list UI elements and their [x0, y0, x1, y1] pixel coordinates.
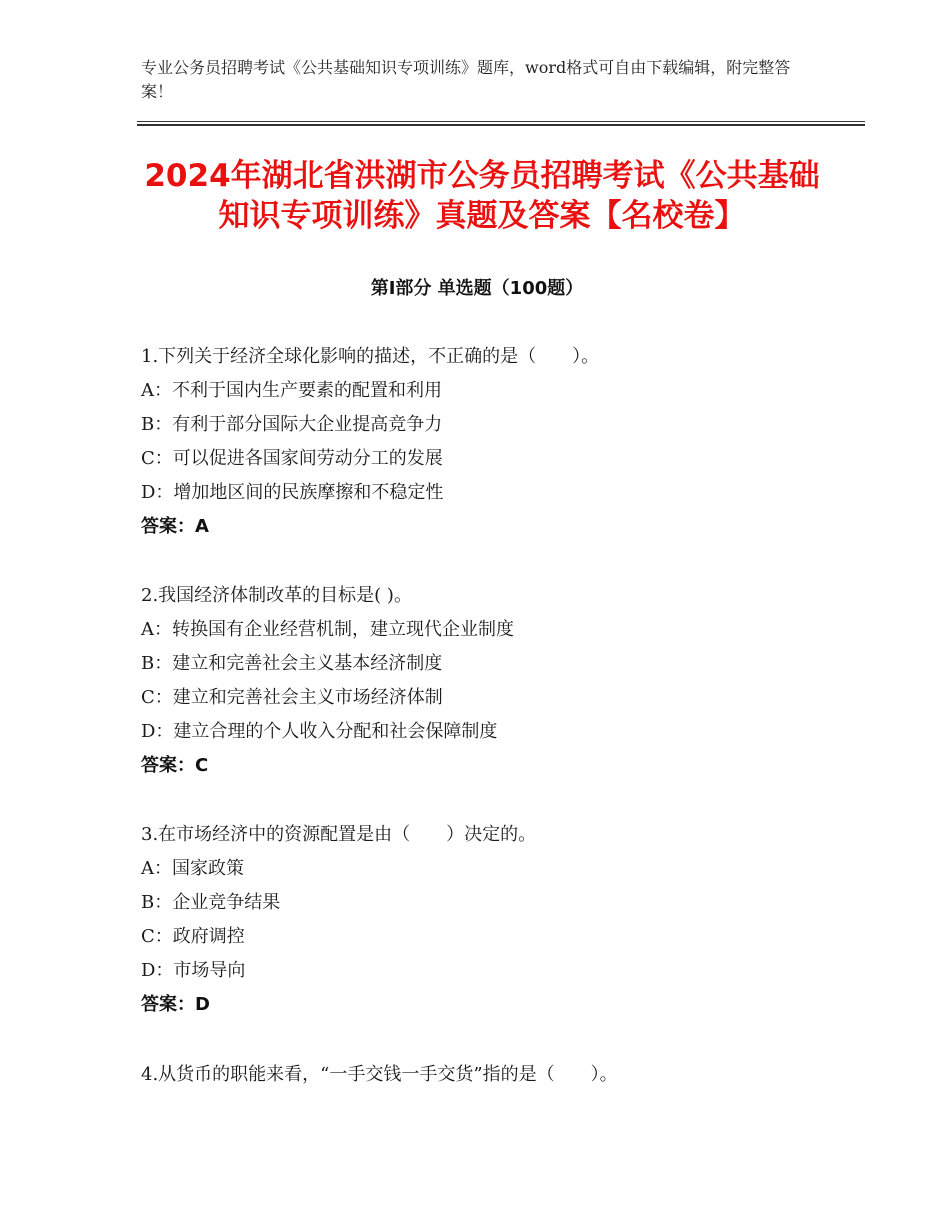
option-b: B：企业竞争结果: [141, 892, 281, 913]
option-c: C：可以促进各国家间劳动分工的发展: [141, 448, 443, 469]
option-a: A：不利于国内生产要素的配置和利用: [141, 380, 442, 401]
option-d: D：市场导向: [141, 960, 246, 981]
answer-line: 答案：C: [141, 755, 209, 776]
document-title: 2024年湖北省洪湖市公务员招聘考试《公共基础知识专项训练》真题及答案【名校卷】: [144, 158, 820, 234]
option-c: C：建立和完善社会主义市场经济体制: [141, 687, 443, 708]
question-block: [141, 579, 841, 783]
header-note: 专业公务员招聘考试《公共基础知识专项训练》题库，word格式可自由下载编辑，附完整答案！: [141, 58, 791, 101]
header-divider-thin: [137, 121, 865, 122]
header-divider-thick: [137, 124, 865, 126]
question-block: [141, 818, 841, 1022]
question-stem: 1.下列关于经济全球化影响的描述，不正确的是（ ）。: [141, 346, 600, 367]
question-stem: 3.在市场经济中的资源配置是由（ ）决定的。: [141, 824, 537, 845]
answer-line: 答案：A: [141, 516, 209, 537]
question-block: [141, 1058, 841, 1092]
option-c: C：政府调控: [141, 926, 245, 947]
option-b: B：建立和完善社会主义基本经济制度: [141, 653, 443, 674]
question-block: [141, 340, 841, 544]
option-a: A：转换国有企业经营机制，建立现代企业制度: [141, 619, 514, 640]
option-d: D：增加地区间的民族摩擦和不稳定性: [141, 482, 444, 503]
section-heading: 第Ⅰ部分 单选题（100题）: [370, 278, 584, 299]
option-a: A：国家政策: [141, 858, 244, 879]
option-d: D：建立合理的个人收入分配和社会保障制度: [141, 721, 498, 742]
answer-line: 答案：D: [141, 994, 210, 1015]
option-b: B：有利于部分国际大企业提高竞争力: [141, 414, 443, 435]
question-stem: 2.我国经济体制改革的目标是( )。: [141, 585, 412, 606]
question-stem: 4.从货币的职能来看，“一手交钱一手交货”指的是（ ）。: [141, 1064, 618, 1085]
